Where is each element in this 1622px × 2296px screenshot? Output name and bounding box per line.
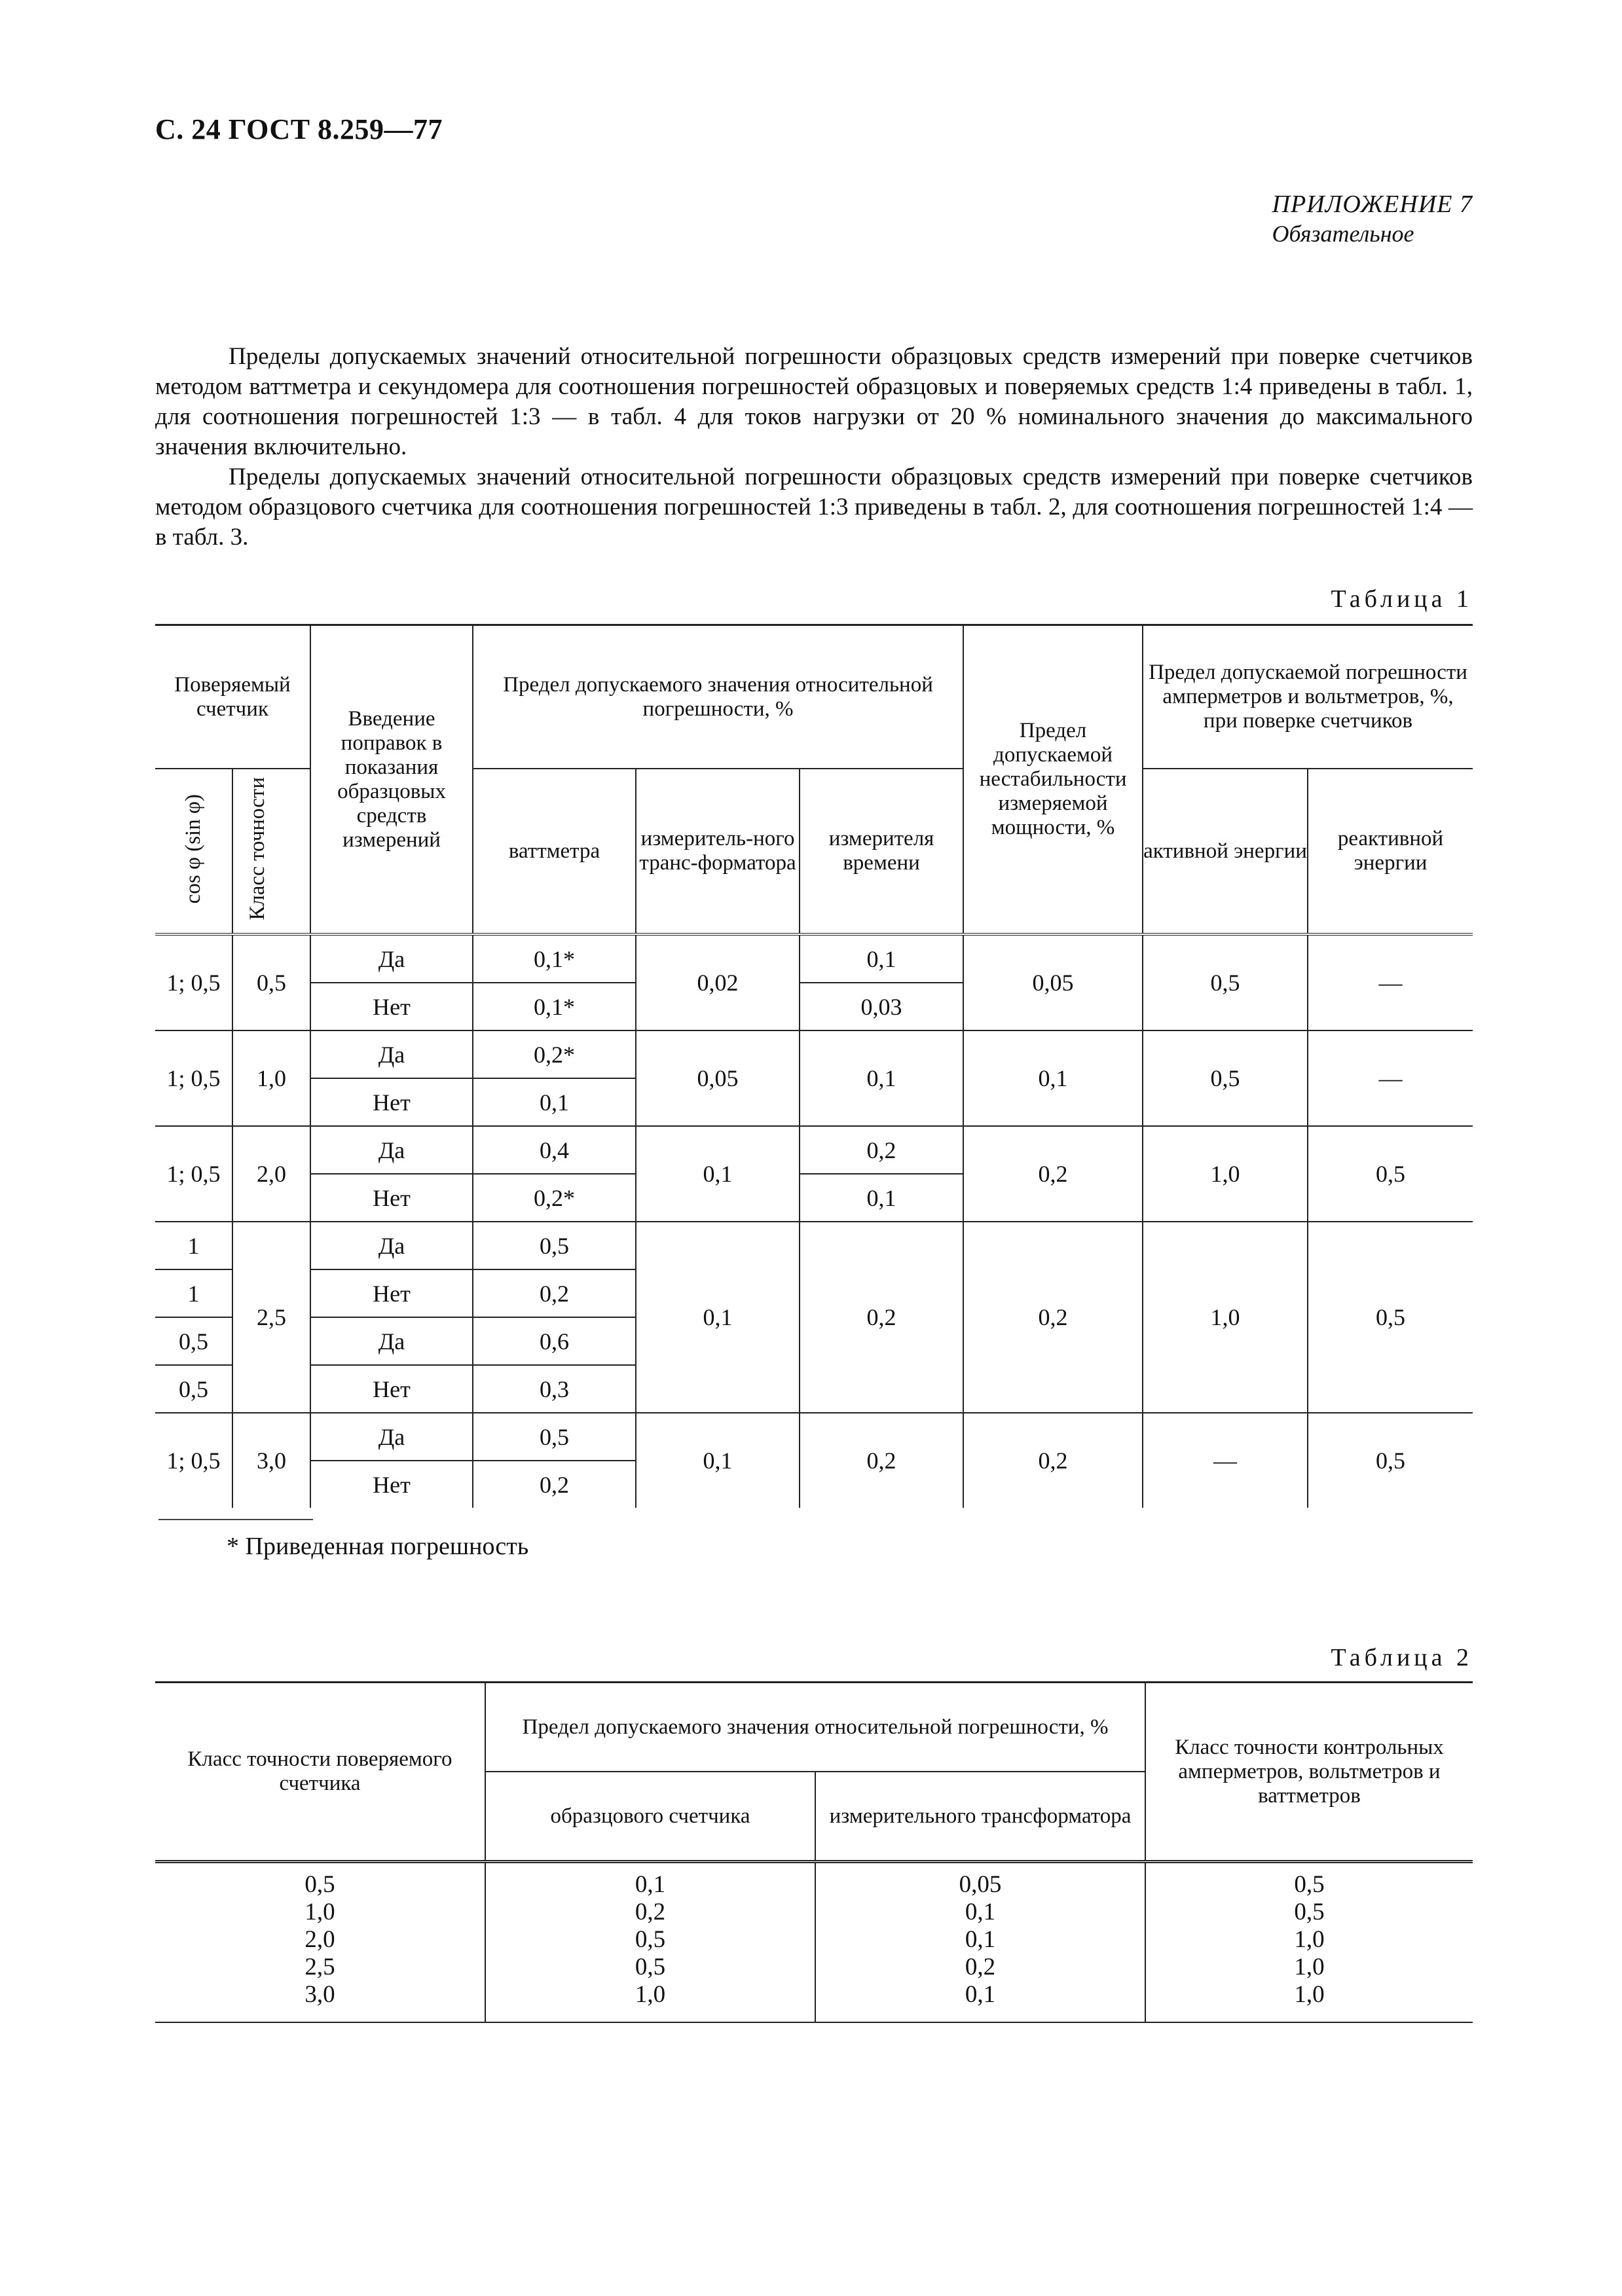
header-transformer: измеритель-ного транс-форматора (636, 769, 800, 934)
header-ammeter-group: Предел допускаемой погрешности амперметров и вольтметров, %, при поверке счетчиков (1143, 625, 1473, 769)
cell-wattmeter: 0,2* (473, 1030, 636, 1078)
table-row (155, 1030, 1473, 1078)
cell-timer: 0,2 (800, 1126, 963, 1174)
cell-transformer: 0,02 (636, 934, 800, 1030)
cell-instability: 0,1 (963, 1030, 1143, 1126)
header-standard-meter: образцового счетчика (485, 1772, 815, 1862)
header-timer: измерителя времени (800, 769, 963, 934)
value: 0,1 (965, 1981, 996, 2008)
footnote-divider (158, 1519, 313, 1520)
cell-wattmeter: 0,3 (473, 1365, 636, 1413)
cell-reactive: 0,5 (1308, 1126, 1473, 1222)
cell-transformer: 0,1 (636, 1222, 800, 1413)
cell-cos: 1; 0,5 (155, 1126, 232, 1222)
cell-class: 0,5 (232, 934, 310, 1030)
column-class-values (155, 1862, 485, 2023)
cell-timer: 0,1 (800, 1174, 963, 1222)
cell-corrections: Нет (310, 1365, 473, 1413)
value: 0,1 (965, 1926, 996, 1953)
intro-text (155, 342, 1473, 553)
cell-active: 1,0 (1143, 1126, 1308, 1222)
header-class (232, 769, 310, 934)
appendix-label (1272, 190, 1473, 247)
cell-wattmeter: 0,4 (473, 1126, 636, 1174)
table-row (155, 934, 1473, 983)
header-transformer: измерительного трансформатора (815, 1772, 1145, 1862)
cell-wattmeter: 0,2 (473, 1269, 636, 1317)
header-class-text: Класс точности (245, 777, 269, 920)
paragraph: Пределы допускаемых значений относительной погрешности образцовых средств измерений при поверке счетчиков методом образцового счетчика для соотношения погрешностей 1:3 приведены в табл. 2, для соотношения погрешностей 1:4 — в табл. 3. (155, 464, 1473, 551)
cell-class: 2,0 (232, 1126, 310, 1222)
cell-wattmeter: 0,2* (473, 1174, 636, 1222)
value: 1,0 (1294, 1926, 1325, 1953)
cell-transformer: 0,05 (636, 1030, 800, 1126)
cell-timer: 0,1 (800, 1030, 963, 1126)
appendix-title: ПРИЛОЖЕНИЕ 7 (1272, 191, 1473, 218)
value: 3,0 (304, 1981, 335, 2008)
cell-instability: 0,2 (963, 1413, 1143, 1508)
cell-cos: 1 (155, 1269, 232, 1317)
cell-corrections: Да (310, 1317, 473, 1365)
cell-corrections: Да (310, 1222, 473, 1269)
cell-instability: 0,05 (963, 934, 1143, 1030)
cell-corrections: Нет (310, 1078, 473, 1126)
header-rel-error: Предел допускаемого значения относительной погрешности, % (473, 625, 963, 769)
cell-timer: 0,2 (800, 1413, 963, 1508)
value: 0,2 (965, 1954, 996, 1980)
cell-active: 0,5 (1143, 1030, 1308, 1126)
cell-corrections: Да (310, 934, 473, 983)
column-transformer-values (815, 1862, 1145, 2023)
value: 1,0 (304, 1899, 335, 1925)
value: 2,5 (304, 1954, 335, 1980)
cell-wattmeter: 0,6 (473, 1317, 636, 1365)
header-instability: Предел допускаемой нестабильности измеряемой мощности, % (963, 625, 1143, 935)
value: 0,5 (635, 1926, 666, 1953)
table-row (155, 1413, 1473, 1461)
cell-class: 2,5 (232, 1222, 310, 1413)
header-cos-text: cos φ (sin φ) (181, 793, 205, 904)
value: 0,5 (1294, 1899, 1325, 1925)
appendix-status: Обязательное (1272, 221, 1414, 247)
cell-wattmeter: 0,1* (473, 934, 636, 983)
value: 1,0 (1294, 1981, 1325, 2008)
cell-cos: 0,5 (155, 1317, 232, 1365)
cell-timer: 0,1 (800, 934, 963, 983)
cell-transformer: 0,1 (636, 1126, 800, 1222)
cell-timer: 0,03 (800, 983, 963, 1030)
cell-corrections: Нет (310, 1461, 473, 1508)
column-standard-values (485, 1862, 815, 2023)
cell-cos: 1; 0,5 (155, 1030, 232, 1126)
cell-reactive: — (1308, 934, 1473, 1030)
cell-cos: 1; 0,5 (155, 1413, 232, 1508)
table-1 (155, 624, 1473, 1508)
table2-caption: Таблица 2 (1331, 1644, 1473, 1671)
cell-cos: 1 (155, 1222, 232, 1269)
cell-wattmeter: 0,5 (473, 1222, 636, 1269)
cell-active: — (1143, 1413, 1308, 1508)
cell-wattmeter: 0,1* (473, 983, 636, 1030)
cell-class: 1,0 (232, 1030, 310, 1126)
header-cos (155, 769, 232, 934)
cell-reactive: 0,5 (1308, 1413, 1473, 1508)
cell-cos: 1; 0,5 (155, 934, 232, 1030)
header-control: Класс точности контрольных амперметров, вольтметров и ваттметров (1145, 1683, 1473, 1862)
cell-reactive: 0,5 (1308, 1222, 1473, 1413)
value: 0,05 (959, 1871, 1002, 1898)
cell-corrections: Нет (310, 1174, 473, 1222)
cell-reactive: — (1308, 1030, 1473, 1126)
cell-cos: 0,5 (155, 1365, 232, 1413)
paragraph: Пределы допускаемых значений относительной погрешности образцовых средств измерений при поверке счетчиков методом ваттметра и секундомера для соотношения погрешностей образцовых и поверяемых средств 1:4 приведены в табл. 1, для соотношения погрешностей 1:3 — в табл. 4 для токов нагрузки от 20 % номинального значения до максимального значения включительно. (155, 343, 1473, 460)
cell-timer: 0,2 (800, 1222, 963, 1413)
value: 2,0 (304, 1926, 335, 1953)
value: 0,5 (635, 1954, 666, 1980)
cell-instability: 0,2 (963, 1126, 1143, 1222)
footnote: * Приведенная погрешность (227, 1533, 529, 1560)
cell-wattmeter: 0,2 (473, 1461, 636, 1508)
value: 0,5 (1294, 1871, 1325, 1898)
cell-class: 3,0 (232, 1413, 310, 1508)
header-wattmeter: ваттметра (473, 769, 636, 934)
table-row (155, 1222, 1473, 1269)
value: 1,0 (1294, 1954, 1325, 1980)
value: 0,2 (635, 1899, 666, 1925)
cell-corrections: Нет (310, 1269, 473, 1317)
header-reactive: реактивной энергии (1308, 769, 1473, 934)
value: 0,1 (635, 1871, 666, 1898)
value: 0,1 (965, 1899, 996, 1925)
header-class: Класс точности поверяемого счетчика (155, 1683, 485, 1862)
column-control-values (1145, 1862, 1473, 2023)
header-active: активной энергии (1143, 769, 1308, 934)
cell-active: 1,0 (1143, 1222, 1308, 1413)
cell-wattmeter: 0,1 (473, 1078, 636, 1126)
cell-wattmeter: 0,5 (473, 1413, 636, 1461)
cell-transformer: 0,1 (636, 1413, 800, 1508)
value: 1,0 (635, 1981, 666, 2008)
cell-corrections: Да (310, 1413, 473, 1461)
cell-corrections: Да (310, 1126, 473, 1174)
header-rel-error: Предел допускаемого значения относительной погрешности, % (485, 1683, 1145, 1772)
table-row (155, 1126, 1473, 1174)
cell-active: 0,5 (1143, 934, 1308, 1030)
table-2 (155, 1681, 1473, 2023)
table-body-row (155, 1862, 1473, 2023)
cell-corrections: Да (310, 1030, 473, 1078)
header-meter: Поверяемый счетчик (155, 625, 310, 769)
page-header: С. 24 ГОСТ 8.259—77 (155, 113, 443, 145)
header-corrections: Введение поправок в показания образцовых средств измерений (310, 625, 473, 935)
value: 0,5 (304, 1871, 335, 1898)
cell-corrections: Нет (310, 983, 473, 1030)
cell-instability: 0,2 (963, 1222, 1143, 1413)
table1-caption: Таблица 1 (1331, 585, 1473, 613)
